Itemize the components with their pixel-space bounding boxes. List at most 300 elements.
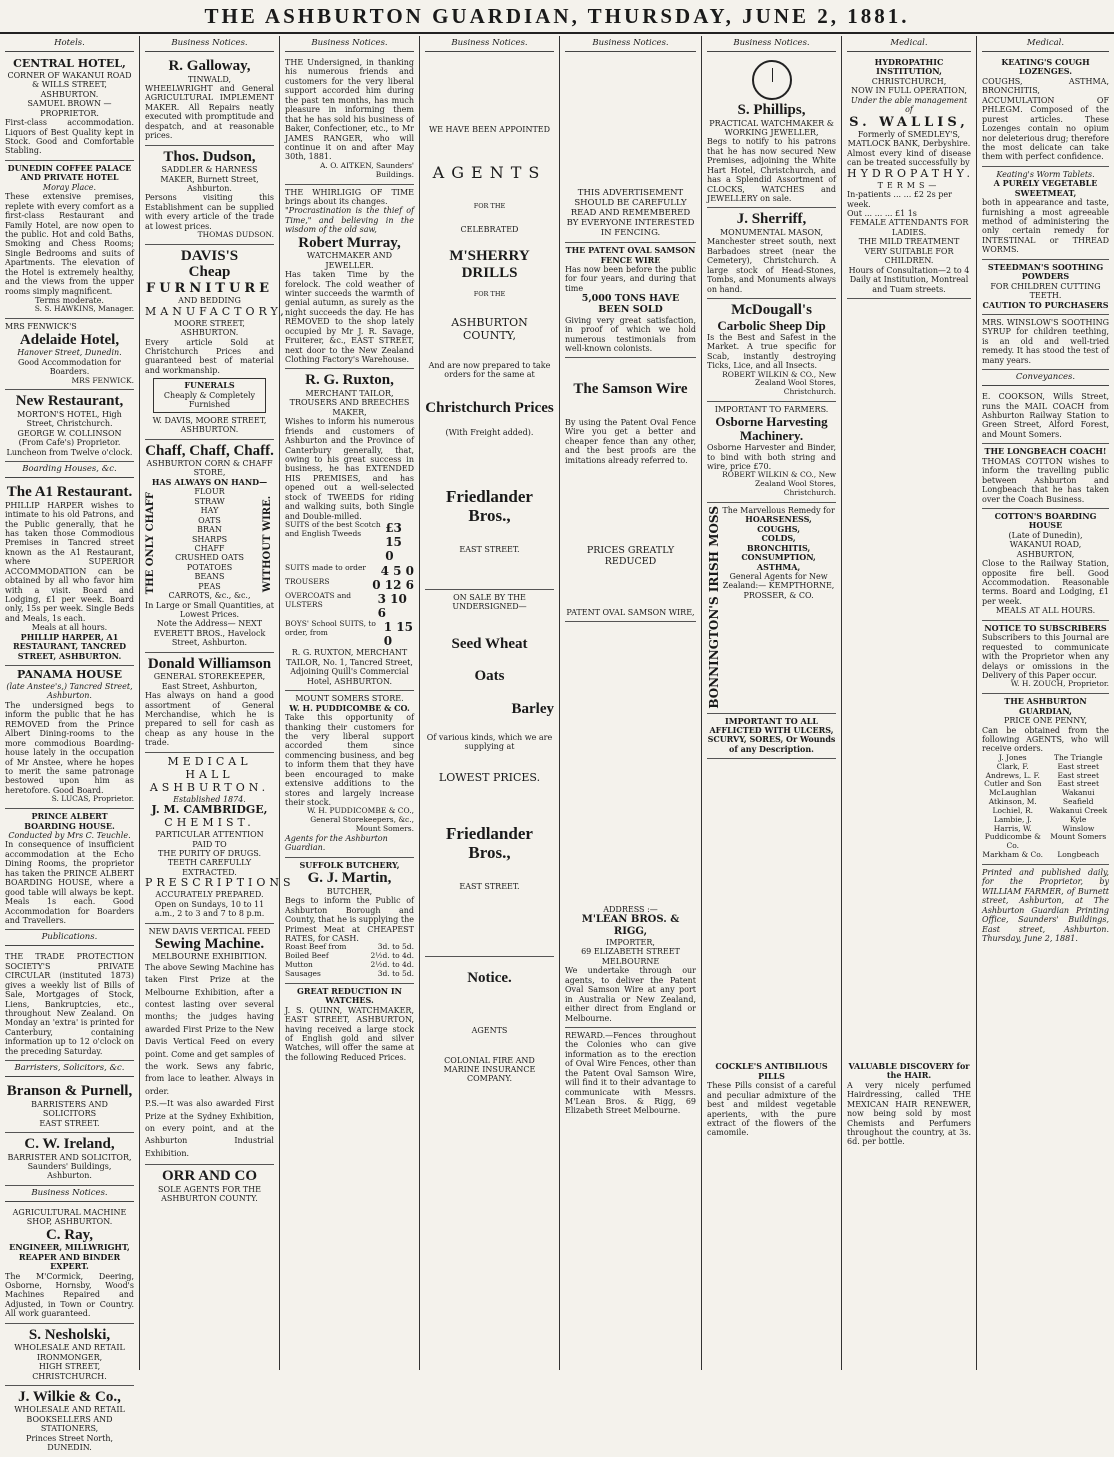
pocket-watch-icon xyxy=(752,60,792,100)
agent-place: Mount Somers xyxy=(1050,832,1107,842)
ad-body: THE Undersigned, in thanking his numerous friends and customers for the very liberal support accorded him during the past ten months, has much pleasure in informing them that he has sold his business of Baker, Confectioner, etc., to Mr JAMES RANGER, who will continue it on and after May 30th, 1881. xyxy=(285,58,414,162)
ad-pretitle: IMPORTANT TO FARMERS. xyxy=(714,405,829,415)
ad-owner: S. S. HAWKINS, Manager. xyxy=(34,304,134,314)
price-value: 1 15 0 xyxy=(383,620,413,649)
ad-line: NOW IN FULL OPERATION, xyxy=(851,86,967,96)
ad-address: WAKANUI ROAD, ASHBURTON, xyxy=(1009,540,1082,559)
ad-mclean xyxy=(565,902,696,1028)
ad-body: WHEELWRIGHT and General AGRICULTURAL IMPLEMENT MAKER. All Repairs neatly executed with promptitude and despatch, and at reasonable prices. xyxy=(145,83,274,141)
agent-place: East street xyxy=(1057,779,1100,789)
ad-title: R. Galloway, xyxy=(168,58,251,75)
ad-sherriff xyxy=(707,208,836,299)
agent-place: Kyle xyxy=(1070,814,1087,824)
funerals-title: FUNERALS xyxy=(184,380,235,391)
ad-line: PARTICULAR ATTENTION PAID TO xyxy=(155,830,264,849)
section-heading: Business Notices. xyxy=(5,1186,134,1202)
irish-moss-body xyxy=(721,506,836,709)
ad-body: COUGHS, ASTHMA, BRONCHITIS, ACCUMULATION OF PHLEGM. Composed of the purest articles. These Lozenges contain no opium nor deleterious drug; therefore the most delicate can take them with perfect confidence. xyxy=(982,76,1109,162)
list-item: CHAFF xyxy=(194,543,225,553)
rate-item: Sausages xyxy=(285,968,321,978)
price-value: 3 10 6 xyxy=(377,591,407,621)
ad-pretitle: NEW DAVIS VERTICAL FEED xyxy=(148,926,271,936)
price-row xyxy=(285,620,414,648)
list-item: BEANS xyxy=(194,572,225,582)
ad-line: THE PURITY OF DRUGS. xyxy=(158,848,261,858)
ad-body: THOMAS COTTON wishes to inform the travelling public between Ashburton and Longbeach that he has taken over the Coach Business. xyxy=(982,456,1109,504)
rate-value: 2½d. to 4d. xyxy=(370,951,414,961)
column-business-3 xyxy=(280,36,420,1370)
ad-subtitle: CORNER OF WAKANUI ROAD & WILLS STREET, ASHBURTON. xyxy=(7,70,132,99)
agent-place: Longbeach xyxy=(1057,850,1100,860)
ad-body: The undersigned begs to inform the public that he has REMOVED from the Prince Albert Dining-rooms to the more commodious Boarding-house lately in the occupation of Mr Anstee, where he hopes to merit the same patronage bestowed upon him as heretofore. Good Board. xyxy=(5,700,134,795)
ad-subtitle: MORTON'S HOTEL, High Street, Christchurch. xyxy=(17,409,122,429)
ad-subtitle: Conducted by Mrs C. Teuchle. xyxy=(8,831,131,840)
ad-subtitle: MELBOURNE EXHIBITION. xyxy=(152,952,267,962)
ad-title: PRINCE ALBERT BOARDING HOUSE. xyxy=(24,811,115,831)
ad-friedlander-seed xyxy=(425,590,554,957)
chaff-list-wrap xyxy=(145,487,274,600)
ad-new-restaurant xyxy=(5,390,134,462)
price-row xyxy=(285,592,414,620)
ad-mcdougall xyxy=(707,299,836,402)
ad-title: The Marvellous Remedy for xyxy=(722,505,835,515)
price-label: TROUSERS xyxy=(285,576,330,586)
ad-line: EAST STREET. xyxy=(459,882,520,892)
ad-body: Every article Sold at Christchurch Prices and guaranteed best of material and workmanship. xyxy=(145,337,274,375)
price-label: BOYS' School SUITS, to order, from xyxy=(285,619,376,638)
ad-footer: In Large or Small Quantities, at Lowest Prices. xyxy=(145,600,274,620)
ad-line: FEMALE ATTENDANTS FOR LADIES. xyxy=(849,218,969,237)
ad-role: CHEMIST. xyxy=(164,816,255,830)
ad-line: Barley xyxy=(511,700,554,717)
ad-body: J. S. QUINN, WATCHMAKER, EAST STREET, ASHBURTON, having received a large stock of English gold and silver Watches, will offer the same at the following Reduced Prices. xyxy=(285,1005,414,1062)
agent-name: Harris, W. xyxy=(993,823,1032,833)
agent-name: J. Jones xyxy=(998,752,1027,762)
price-value: 4 5 0 xyxy=(380,563,414,578)
ad-signature: ROBERT WILKIN & CO., New Zealand Wool Stores, Christchurch. xyxy=(722,470,836,498)
ad-line: AGENTS xyxy=(432,163,547,183)
price-list xyxy=(285,521,414,648)
ad-address: HIGH STREET, CHRISTCHURCH. xyxy=(32,1362,107,1381)
ad-friedlander-drills xyxy=(425,55,554,590)
agent-name: Clark, F. xyxy=(996,761,1029,771)
column-business-6 xyxy=(702,36,842,1370)
ad-address: Note the Address— NEXT EVERETT BROS., Havelock Street, Ashburton. xyxy=(153,619,266,648)
ad-address: EAST STREET. xyxy=(39,1118,100,1128)
column-heading: Medical. xyxy=(982,36,1109,52)
agent-place: The Triangle xyxy=(1053,752,1103,762)
ad-subtitle: FOR CHILDREN CUTTING TEETH. xyxy=(990,281,1101,301)
ad-williamson xyxy=(145,653,274,753)
column-heading: Business Notices. xyxy=(707,36,836,52)
ad-subtitle: Hanover Street, Dunedin. xyxy=(17,348,122,358)
ad-body: First-class accommodation. Liquors of Best Quality kept in Stock. Good and Comfortable Stabling. xyxy=(5,118,134,156)
ad-ireland xyxy=(5,1133,134,1186)
agent-place: Wakanui xyxy=(1061,788,1095,798)
ad-tons: 5,000 TONS HAVE BEEN SOLD xyxy=(581,293,680,316)
ad-title: The Samson Wire xyxy=(573,381,688,398)
ad-sewing-machine xyxy=(145,924,274,1166)
ad-dunedin-hotel xyxy=(5,161,134,319)
ad-dudson xyxy=(145,146,274,245)
ad-fencing-notice xyxy=(565,55,696,243)
section-heading: Publications. xyxy=(5,930,134,946)
ad-title: CENTRAL HOTEL, xyxy=(13,57,126,71)
agent-place: East street xyxy=(1057,770,1100,780)
ad-samson-wire xyxy=(565,358,696,622)
ad-subtitle: WHOLESALE AND RETAIL IRONMONGER, xyxy=(14,1343,125,1362)
ad-subtitle: IMPORTER, xyxy=(606,938,655,947)
ad-pretitle: AGRICULTURAL MACHINE SHOP, ASHBURTON. xyxy=(12,1207,127,1227)
ad-guardian-agents xyxy=(982,694,1109,865)
ad-address-label: ADDRESS :— xyxy=(603,904,658,914)
ad-central-hotel xyxy=(5,55,134,161)
ad-title: McDougall's xyxy=(731,302,812,319)
agent-name: Puddicombe & Co. xyxy=(984,832,1041,851)
ad-name: S. WALLIS, xyxy=(849,114,969,130)
ad-trade-protection xyxy=(5,949,134,1061)
agents-list xyxy=(982,754,1109,860)
price-value: 0 12 6 xyxy=(372,577,414,592)
ad-line: Oats xyxy=(474,668,505,685)
ad-branson-purnell xyxy=(5,1080,134,1133)
ad-line: FOR THE xyxy=(473,290,506,299)
ad-line: Christchurch Prices xyxy=(425,399,554,416)
ad-street: 69 ELIZABETH STREET MELBOURNE xyxy=(581,947,680,966)
ad-line: Out ... ... ... £1 1s xyxy=(847,209,917,218)
columns xyxy=(0,36,1114,1453)
agent-name: Lochiel, R. xyxy=(992,805,1034,815)
ad-title: J. Wilkie & Co., xyxy=(18,1388,121,1405)
ad-heading: Keating's Worm Tablets. xyxy=(996,169,1095,179)
chaff-side-left: THE ONLY CHAFF xyxy=(145,492,156,596)
list-item: POTATOES xyxy=(186,562,233,572)
ad-body: Has now been before the public for four years, and during that time xyxy=(565,264,696,293)
list-item: CRUSHED OATS xyxy=(175,553,244,563)
ad-line: ACCURATELY PREPARED. xyxy=(155,890,264,900)
price-label: SUITS made to order xyxy=(285,562,366,572)
ad-body: Persons visiting this Establishment can be supplied with every article of the trade at lowest prices. xyxy=(145,193,274,231)
ad-keating-lozenges xyxy=(982,55,1109,167)
ad-osborne xyxy=(707,402,836,503)
ad-irish-moss xyxy=(707,503,836,714)
column-business-5 xyxy=(560,36,702,1370)
ad-body: These extensive premises, replete with every comfort as a first-class Restaurant and Family Hotel, are now open to the public. Hot and cold Baths, Smoking and Chess Rooms; Single Bedrooms and suits of Apartments. The elevation of the Hotel is extremely healthy, and the views from the upper rooms simply magnificent. xyxy=(5,192,134,296)
chaff-list xyxy=(157,487,262,600)
ad-body: Has taken Time by the forelock. The cold weather of winter succeeds the warmth of genial autumn, as surely as the night succeeds the day. He has REMOVED to the shop lately occupied by Mr J. R. Savage, Fruiterer, &c., EAST STREET, next door to the New Zealand Clothing Factory's Warehouse. xyxy=(285,270,414,365)
ad-title: Branson & Purnell, xyxy=(6,1083,133,1100)
ad-title: C. W. Ireland, xyxy=(24,1136,115,1153)
ad-title: THE LONGBEACH COACH! xyxy=(984,446,1107,457)
ad-subtitle: ENGINEER, MILLWRIGHT, REAPER AND BINDER EXPERT. xyxy=(9,1242,130,1272)
ad-title-line: Cheap xyxy=(188,264,231,281)
ad-body: The above Sewing Machine has taken First Prize at the Melbourne Exhibition, after a contest lasting over several months; the judges having awarded First Prize to the New Davis Vertical Feed on every point. Come and get samples of the work. Sews any fabric, from lace to leather. Always in order. xyxy=(145,962,274,1096)
ad-body: Almost every kind of disease can be treated successfully by xyxy=(847,148,971,168)
ad-title: Donald Williamson xyxy=(147,655,272,672)
agent-place: Winslow xyxy=(1062,823,1095,833)
ad-line: WE HAVE BEEN APPOINTED xyxy=(428,125,551,135)
ad-body: Giving very great satisfaction, in proof of which we hold numerous testimonials from well-known colonists. xyxy=(565,315,696,353)
ad-title: New Restaurant, xyxy=(15,393,124,410)
ad-cockle xyxy=(707,1059,836,1142)
ad-signature: THOMAS DUDSON. xyxy=(197,230,274,240)
ad-panama-house xyxy=(5,666,134,809)
ad-subtitle: WHOLESALE AND RETAIL BOOKSELLERS AND STATIONERS, xyxy=(14,1405,125,1434)
ad-body: Luncheon from Twelve o'clock. xyxy=(6,447,133,457)
ad-subtitle: MONUMENTAL MASON, xyxy=(719,227,824,237)
ad-line: HYDROPATHY. xyxy=(847,166,974,180)
imprint: Printed and published daily, for the Proprietor, by WILLIAM FARMER, of Burnett street, Ashburton, at The Ashburton Guardian Printing Office, Saunders' Buildings, East street, Ashburton. Thursday, June 2, 1881. xyxy=(982,868,1109,944)
ad-title: COTTON'S BOARDING HOUSE xyxy=(994,510,1097,531)
list-item: HOARSENESS, xyxy=(745,514,812,525)
ad-title: J. Sherriff, xyxy=(736,211,807,228)
ad-c-ray xyxy=(5,1205,134,1324)
ad-title: Adelaide Hotel, xyxy=(19,331,120,348)
ad-pretitle: MOUNT SOMERS STORE. xyxy=(295,694,404,704)
ad-body: Can be obtained from the following AGENTS, who will receive orders. xyxy=(982,725,1109,754)
ad-cookson xyxy=(982,389,1109,444)
ad-title: Robert Murray, xyxy=(298,234,401,251)
agent-name: Andrews, L. F. xyxy=(985,770,1040,780)
column-medical-7 xyxy=(842,36,977,1370)
ad-body: REWARD.—Fences throughout the Colonies who can give information as to the erection of Oval Wire Fences, other than the Patent Oval Samson Wire, will find it to their advantage to communicate with Messrs. M'Lean Bros. & Rigg, 69 Elizabeth Street Melbourne. xyxy=(565,1030,696,1116)
ad-title: IMPORTANT TO ALL AFFLICTED WITH ULCERS, SCURVY, SORES, Or Wounds of any Description. xyxy=(707,715,836,754)
ad-body: MRS. WINSLOW'S SOOTHING SYRUP for children teething, is an old and well-tried remedy. It has stood the test of many years. xyxy=(982,317,1109,365)
ad-body: Begs to inform the Public of Ashburton Borough and County, that he is supplying the Primest Meat at CHEAPEST RATES, for CASH. xyxy=(285,896,414,944)
ad-body: PHILLIP HARPER wishes to intimate to his old Patrons, and the Public generally, that he has taken those Commodious Premises in Tancred street known as the A1 Restaurant, where SUPERIOR ACCOMMODATION can be obtained by all who favor him with a visit. Board and Lodging, £1 per week. Board only, 15s per week. Single Beds and Meals, 1s each. xyxy=(5,500,134,623)
rate-row xyxy=(285,970,414,979)
ad-line: Formerly of SMEDLEY'S, MATLOCK BANK, Derbyshire. xyxy=(847,129,971,149)
list-item: OATS xyxy=(198,515,221,525)
ad-adelaide-hotel xyxy=(5,319,134,390)
ad-cotton-boarding xyxy=(982,509,1109,621)
ad-important xyxy=(707,714,836,760)
ad-line: CELEBRATED xyxy=(460,224,519,234)
ad-martin-butchery xyxy=(285,858,414,984)
ad-line: ASHBURTON COUNTY, xyxy=(451,316,528,343)
list-item: SHARPS xyxy=(191,534,228,544)
ad-title: S. Phillips, xyxy=(737,102,806,119)
column-business-4 xyxy=(420,36,560,1370)
ad-body: By using the Patent Oval Fence Wire you get a better and cheaper fence than any other, and the best proofs are the imitations already referred to. xyxy=(565,417,696,465)
ad-notice xyxy=(425,957,554,1088)
ad-pretitle: MRS FENWICK'S xyxy=(5,322,77,332)
price-row xyxy=(285,564,414,578)
ad-owner: SAMUEL BROWN — PROPRIETOR. xyxy=(27,99,112,118)
ad-title: The A1 Restaurant. xyxy=(6,484,133,501)
ad-title: A PURELY VEGETABLE SWEETMEAT, xyxy=(993,178,1098,198)
ad-prices: PRICES GREATLY REDUCED xyxy=(586,545,675,568)
ad-body: both in appearance and taste, furnishing a most agreeable method of administering the only certain remedy for INTESTINAL or THREAD WORMS. xyxy=(982,198,1109,255)
ad-meals: Meals at all hours. xyxy=(31,623,108,633)
ad-title: G. J. Martin, xyxy=(307,870,392,887)
ad-title: PANAMA HOUSE xyxy=(16,668,123,682)
list-item: ASTHMA, xyxy=(756,561,801,572)
ad-line: EAST STREET. xyxy=(459,545,520,555)
ad-printed-by xyxy=(982,865,1109,948)
ad-line: And are now prepared to take orders for the same at xyxy=(428,361,551,380)
ad-address: MOORE STREET, ASHBURTON. xyxy=(174,318,245,338)
ad-reward xyxy=(565,1028,696,1120)
ad-body: Manchester street south, next Barbadoes street (near the Cemetery), Christchurch. A large stock of Head-Stones, Tombs, and Monuments always on hand. xyxy=(707,237,836,294)
ad-meals: MEALS AT ALL HOURS. xyxy=(995,606,1096,616)
ad-vertical-title: BONNINGTON'S IRISH MOSS xyxy=(707,505,721,709)
ad-title: Thos. Dudson, xyxy=(163,148,256,165)
ad-whirligig xyxy=(285,185,414,370)
chaff-side-right: WITHOUT WIRE. xyxy=(262,495,274,593)
ad-body: Subscribers to this Journal are requested to communicate with the Proprietor when any delays or omissions in the Delivery of this Paper occur. xyxy=(982,633,1109,680)
ad-body: Osborne Harvester and Binder, to bind with both string and wire, price £70. xyxy=(707,443,836,471)
ad-line: In-patients ... ... £2 2s per week. xyxy=(847,190,952,209)
ad-owner: MRS FENWICK. xyxy=(71,375,134,385)
rate-value: 2½d. to 4d. xyxy=(370,960,414,970)
ad-line: AGENTS xyxy=(471,1026,508,1036)
ad-body: A very nicely perfumed Hairdressing, called THE MEXICAN HAIR RENEWER, now being sold by most Chemists and Perfumers throughout the country, at 3s. 6d. per bottle. xyxy=(847,1080,971,1147)
list-item: PEAS xyxy=(198,581,221,591)
ad-title-line: AND BEDDING xyxy=(178,296,241,306)
column-heading: Business Notices. xyxy=(145,36,274,52)
ad-title: Chaff, Chaff, Chaff. xyxy=(145,442,274,459)
list-item: HAY xyxy=(200,506,219,516)
ad-line: Friedlander Bros., xyxy=(446,486,533,525)
ad-title-line: FURNITURE xyxy=(145,280,274,296)
price-value: £3 15 0 xyxy=(385,521,402,564)
ad-title-line: MANUFACTORY, xyxy=(145,304,288,318)
masthead-title: THE ASHBURTON GUARDIAN, THURSDAY, JUNE 2, 1881. xyxy=(204,3,910,28)
agent-name: Markham & Co. xyxy=(982,850,1044,860)
ad-body: Is the Best and Safest in the Market. A true specific for Scab, instantly destroying Ticks, Lice, and all Insects. xyxy=(707,332,836,371)
ad-line: LOWEST PRICES. xyxy=(438,770,541,784)
ad-body: Good Accommodation for Boarders. xyxy=(17,357,121,377)
ad-title: M'LEAN BROS. & RIGG, xyxy=(581,914,680,938)
ad-prince-albert xyxy=(5,809,134,930)
ad-body: In consequence of insufficient accommodation at the Echo Dining Rooms, the proprietor has taken the PRINCE ALBERT BOARDING HOUSE, where a good table will always be kept. Meals 1s each. Good Accommodation for Boarders and Travellers. xyxy=(5,840,134,925)
agent-place: Seafield xyxy=(1062,797,1094,807)
ad-subtitle: BARRISTER AND SOLICITOR, xyxy=(7,1152,132,1162)
ad-title: C. Ray, xyxy=(45,1226,94,1243)
rate-item: Boiled Beef xyxy=(285,951,329,961)
ad-subtitle: ASHBURTON. xyxy=(149,780,270,794)
ad-line: Under the able management of xyxy=(850,95,968,115)
ad-title: W. H. PUDDICOMBE & CO. xyxy=(289,702,410,713)
ad-caution: CAUTION TO PURCHASERS xyxy=(982,299,1109,310)
list-item: BRONCHITIS, xyxy=(746,542,811,553)
list-item: COLDS, xyxy=(761,533,796,544)
ad-established: Established 1874. xyxy=(173,794,246,804)
ad-subtitle: TINWALD, xyxy=(187,74,232,84)
ad-body: The M'Cormick, Deering, Osborne, Hornsby, Wood's Machines Repaired and Adjusted, in Town or Country. All work guaranteed. xyxy=(5,1271,134,1319)
ad-body: We undertake through our agents, to deliver the Patent Oval Samson Wire at any port in Australia or New Zealand, either direct from England or Melbourne. xyxy=(565,966,696,1023)
ad-title: ORR AND CO xyxy=(161,1168,257,1185)
ad-address: Saunders' Buildings, Ashburton. xyxy=(27,1161,112,1181)
ad-signature: ROBERT WILKIN & CO., New Zealand Wool Stores, Christchurch. xyxy=(722,369,836,397)
ad-puddicombe xyxy=(285,691,414,858)
ad-phillips xyxy=(707,55,836,208)
ad-title: MEDICAL HALL xyxy=(167,754,252,781)
list-item: BRAN xyxy=(197,525,222,535)
ad-quinn xyxy=(285,984,414,1067)
agent-place: Wakanui Creek xyxy=(1049,805,1108,815)
column-medical-8 xyxy=(977,36,1114,1370)
section-heading: Conveyances. xyxy=(982,370,1109,386)
ad-line: COLONIAL FIRE AND MARINE INSURANCE COMPANY. xyxy=(443,1055,536,1084)
ad-pretitle: SUFFOLK BUTCHERY, xyxy=(299,859,400,870)
ad-subtitle: (late Anstee's,) Tancred Street, Ashburton. xyxy=(6,682,133,701)
ad-title: VALUABLE DISCOVERY for the HAIR. xyxy=(848,1060,970,1081)
ad-subtitle: SOLE AGENTS FOR THE ASHBURTON COUNTY. xyxy=(158,1184,261,1204)
ad-has: HAS ALWAYS ON HAND— xyxy=(151,476,268,487)
ad-title-line: Carbolic Sheep Dip xyxy=(717,317,826,333)
section-heading: Boarding Houses, &c. xyxy=(5,462,134,478)
ad-body: THE TRADE PROTECTION SOCIETY'S PRIVATE CIRCULAR (instituted 1873) gives a weekly list of Bills of Sale, Mortgages of Stock, Liens, Bankruptcies, etc., throughout New Zealand. On Monday an 'extra' is printed for Canterbury, containing information up to 12 o'clock on the preceding Saturday. xyxy=(5,952,134,1056)
ad-line: M'SHERRY DRILLS xyxy=(449,248,530,281)
ad-agents: Agents for the Ashburton Guardian. xyxy=(285,834,388,853)
ad-longbeach-coach xyxy=(982,444,1109,509)
ad-line: Of various kinds, which we are supplying at xyxy=(426,733,553,752)
funerals-box xyxy=(153,378,266,412)
ad-address: PHILLIP HARPER, A1 RESTAURANT, TANCRED STREET, ASHBURTON. xyxy=(12,631,127,661)
list-item: STRAW xyxy=(194,496,225,506)
ad-body: Wishes to inform his numerous friends and customers of Ashburton and the Province of Canterbury generally, that, owing to his great success in business, he has EXTENDED HIS PREMISES, and has opened out a well-selected stock of TWEEDS for riding and walking suits, both Single and Double-milled. xyxy=(285,417,414,521)
ad-line: Open on Sundays, 10 to 11 a.m., 2 to 3 and 7 to 8 p.m. xyxy=(154,899,265,919)
ad-galloway xyxy=(145,55,274,146)
ad-chaff xyxy=(145,440,274,653)
ad-title: STEEDMAN'S SOOTHING POWDERS xyxy=(987,261,1104,282)
price-label: OVERCOATS and ULSTERS xyxy=(285,590,352,609)
ad-postscript: P.S.—It was also awarded First Prize at the Sydney Exhibition, on every point, and at the Ashburton Industrial Exhibition. xyxy=(145,1099,274,1158)
ad-hair-discovery xyxy=(847,1059,971,1151)
ad-subtitle: Moray Place. xyxy=(42,182,97,192)
price-row xyxy=(285,521,414,563)
ad-subtitle: SADDLER & HARNESS MAKER, Burnett Street, Ashburton. xyxy=(160,165,259,193)
list-item: FLOUR xyxy=(194,487,225,497)
agent-name: Cutler and Son xyxy=(984,779,1042,789)
ad-subtitle: ASHBURTON CORN & CHAFF STORE, xyxy=(146,459,273,478)
ad-address: R. G. RUXTON, MERCHANT TAILOR, No. 1, Tancred Street, Adjoining Quill's Commercial Hotel, ASHBURTON. xyxy=(286,648,413,686)
ad-owner: S. LUCAS, Proprietor. xyxy=(51,794,134,804)
masthead xyxy=(0,0,1114,34)
ad-signature: A. O. AITKEN, Saunders' Buildings. xyxy=(320,160,414,179)
ad-notice-subscribers xyxy=(982,621,1109,694)
ad-patent-oval xyxy=(565,243,696,358)
ad-line: Hours of Consultation—2 to 4 Daily at Institution, Montreal and Tuam streets. xyxy=(848,265,970,294)
ad-wilkie xyxy=(5,1386,134,1457)
ad-orr xyxy=(145,1165,274,1207)
ad-title: GREAT REDUCTION IN WATCHES. xyxy=(297,985,402,1006)
ad-subtitle: GENERAL STOREKEEPER, East Street, Ashburton, xyxy=(153,672,266,691)
ad-body: E. COOKSON, Wills Street, runs the MAIL COACH from Ashburton Railway Station to Green Street, Alford Forest, and Mount Somers. xyxy=(982,392,1109,439)
ad-steedman xyxy=(982,260,1109,315)
column-heading: Business Notices. xyxy=(285,36,414,52)
ad-title: R. G. Ruxton, xyxy=(305,372,394,389)
agent-name: Atkinson, M. xyxy=(988,797,1037,807)
funerals-subtitle: Cheaply & Completely Furnished xyxy=(163,390,256,410)
ad-line: FOR THE xyxy=(473,202,506,211)
ad-line: (With Freight added). xyxy=(445,428,534,438)
ad-worm-tablets xyxy=(982,167,1109,260)
ad-body: Has always on hand a good assortment of General Merchandise, which he is prepared to sell for cash as cheap as any house in the trade. xyxy=(145,691,274,748)
ad-subtitle: BUTCHER, xyxy=(326,886,373,896)
ad-owner: W. DAVIS, MOORE STREET, ASHBURTON. xyxy=(152,415,267,435)
column-heading: Business Notices. xyxy=(565,36,696,52)
ad-line: ON SALE BY THE UNDERSIGNED— xyxy=(452,592,527,612)
ad-title: DAVIS'S xyxy=(180,247,239,264)
ad-hydropathic xyxy=(847,55,974,299)
ad-body: These Pills consist of a careful and peculiar admixture of the best and mildest vegetable aperients, with the pure extract of the flowers of the camomile. xyxy=(707,1081,836,1138)
ad-notice: THIS ADVERTISEMENT SHOULD BE CAREFULLY READ AND REMEMBERED BY EVERYONE INTERESTED IN FENCING. xyxy=(566,188,695,239)
price-label: SUITS of the best Scotch and English Tweeds xyxy=(285,520,381,538)
ad-ruxton xyxy=(285,369,414,691)
